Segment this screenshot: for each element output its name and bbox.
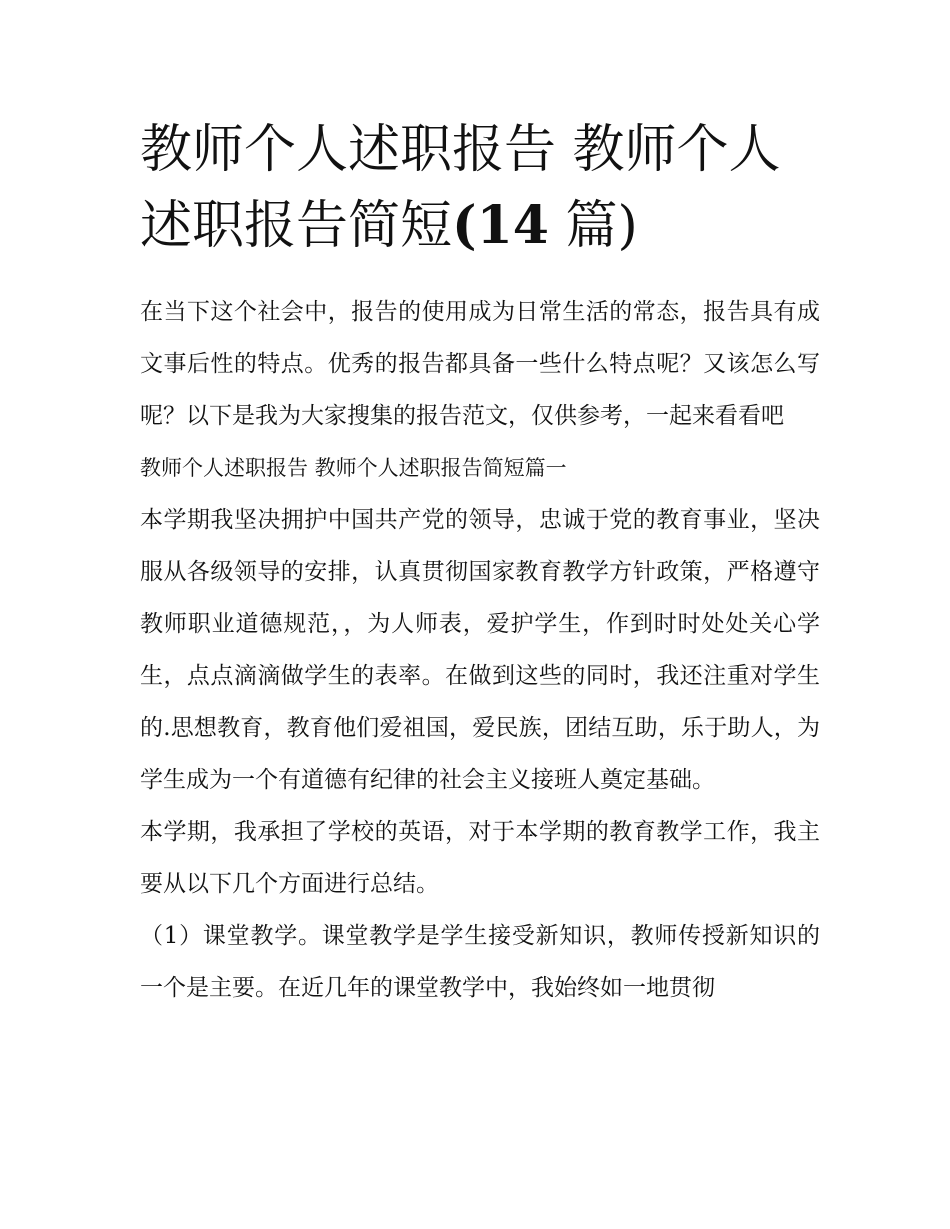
body-paragraph: （1）课堂教学。课堂教学是学生接受新知识，教师传授新知识的一个是主要。在近几年的课堂教学中，我始终如一地贯彻 <box>140 923 820 1001</box>
intro-paragraph: 在当下这个社会中，报告的使用成为日常生活的常态，报告具有成文事后性的特点。优秀的报告都具备一些什么特点呢？又该怎么写呢？以下是我为大家搜集的报告范文，仅供参考，一起来看看吧 <box>140 299 820 429</box>
body-paragraph: 本学期，我承担了学校的英语，对于本学期的教育教学工作，我主要从以下几个方面进行总结。 <box>140 819 820 897</box>
document-title <box>140 112 820 264</box>
title-text: 教师个人述职报告 教师个人述职报告简短 <box>140 120 781 256</box>
document-page <box>140 112 820 1014</box>
title-unit: 篇) <box>548 196 638 256</box>
section-heading: 教师个人述职报告 教师个人述职报告简短篇一 <box>140 456 567 480</box>
body-paragraph: 本学期我坚决拥护中国共产党的领导，忠诚于党的教育事业，坚决服从各级领导的安排，认真贯彻国家教育教学方针政策，严格遵守教师职业道德规范，，为人师表，爱护学生，作到时时处处关心学生，点点滴滴做学生的表率。在做到这些的同时，我还注重对学生的.思想教育，教育他们爱祖国，爱民族，团结互助，乐于助人，为学生成为一个有道德有纪律的社会主义接班人奠定基础。 <box>140 507 820 793</box>
title-count: (14 <box>452 195 549 256</box>
